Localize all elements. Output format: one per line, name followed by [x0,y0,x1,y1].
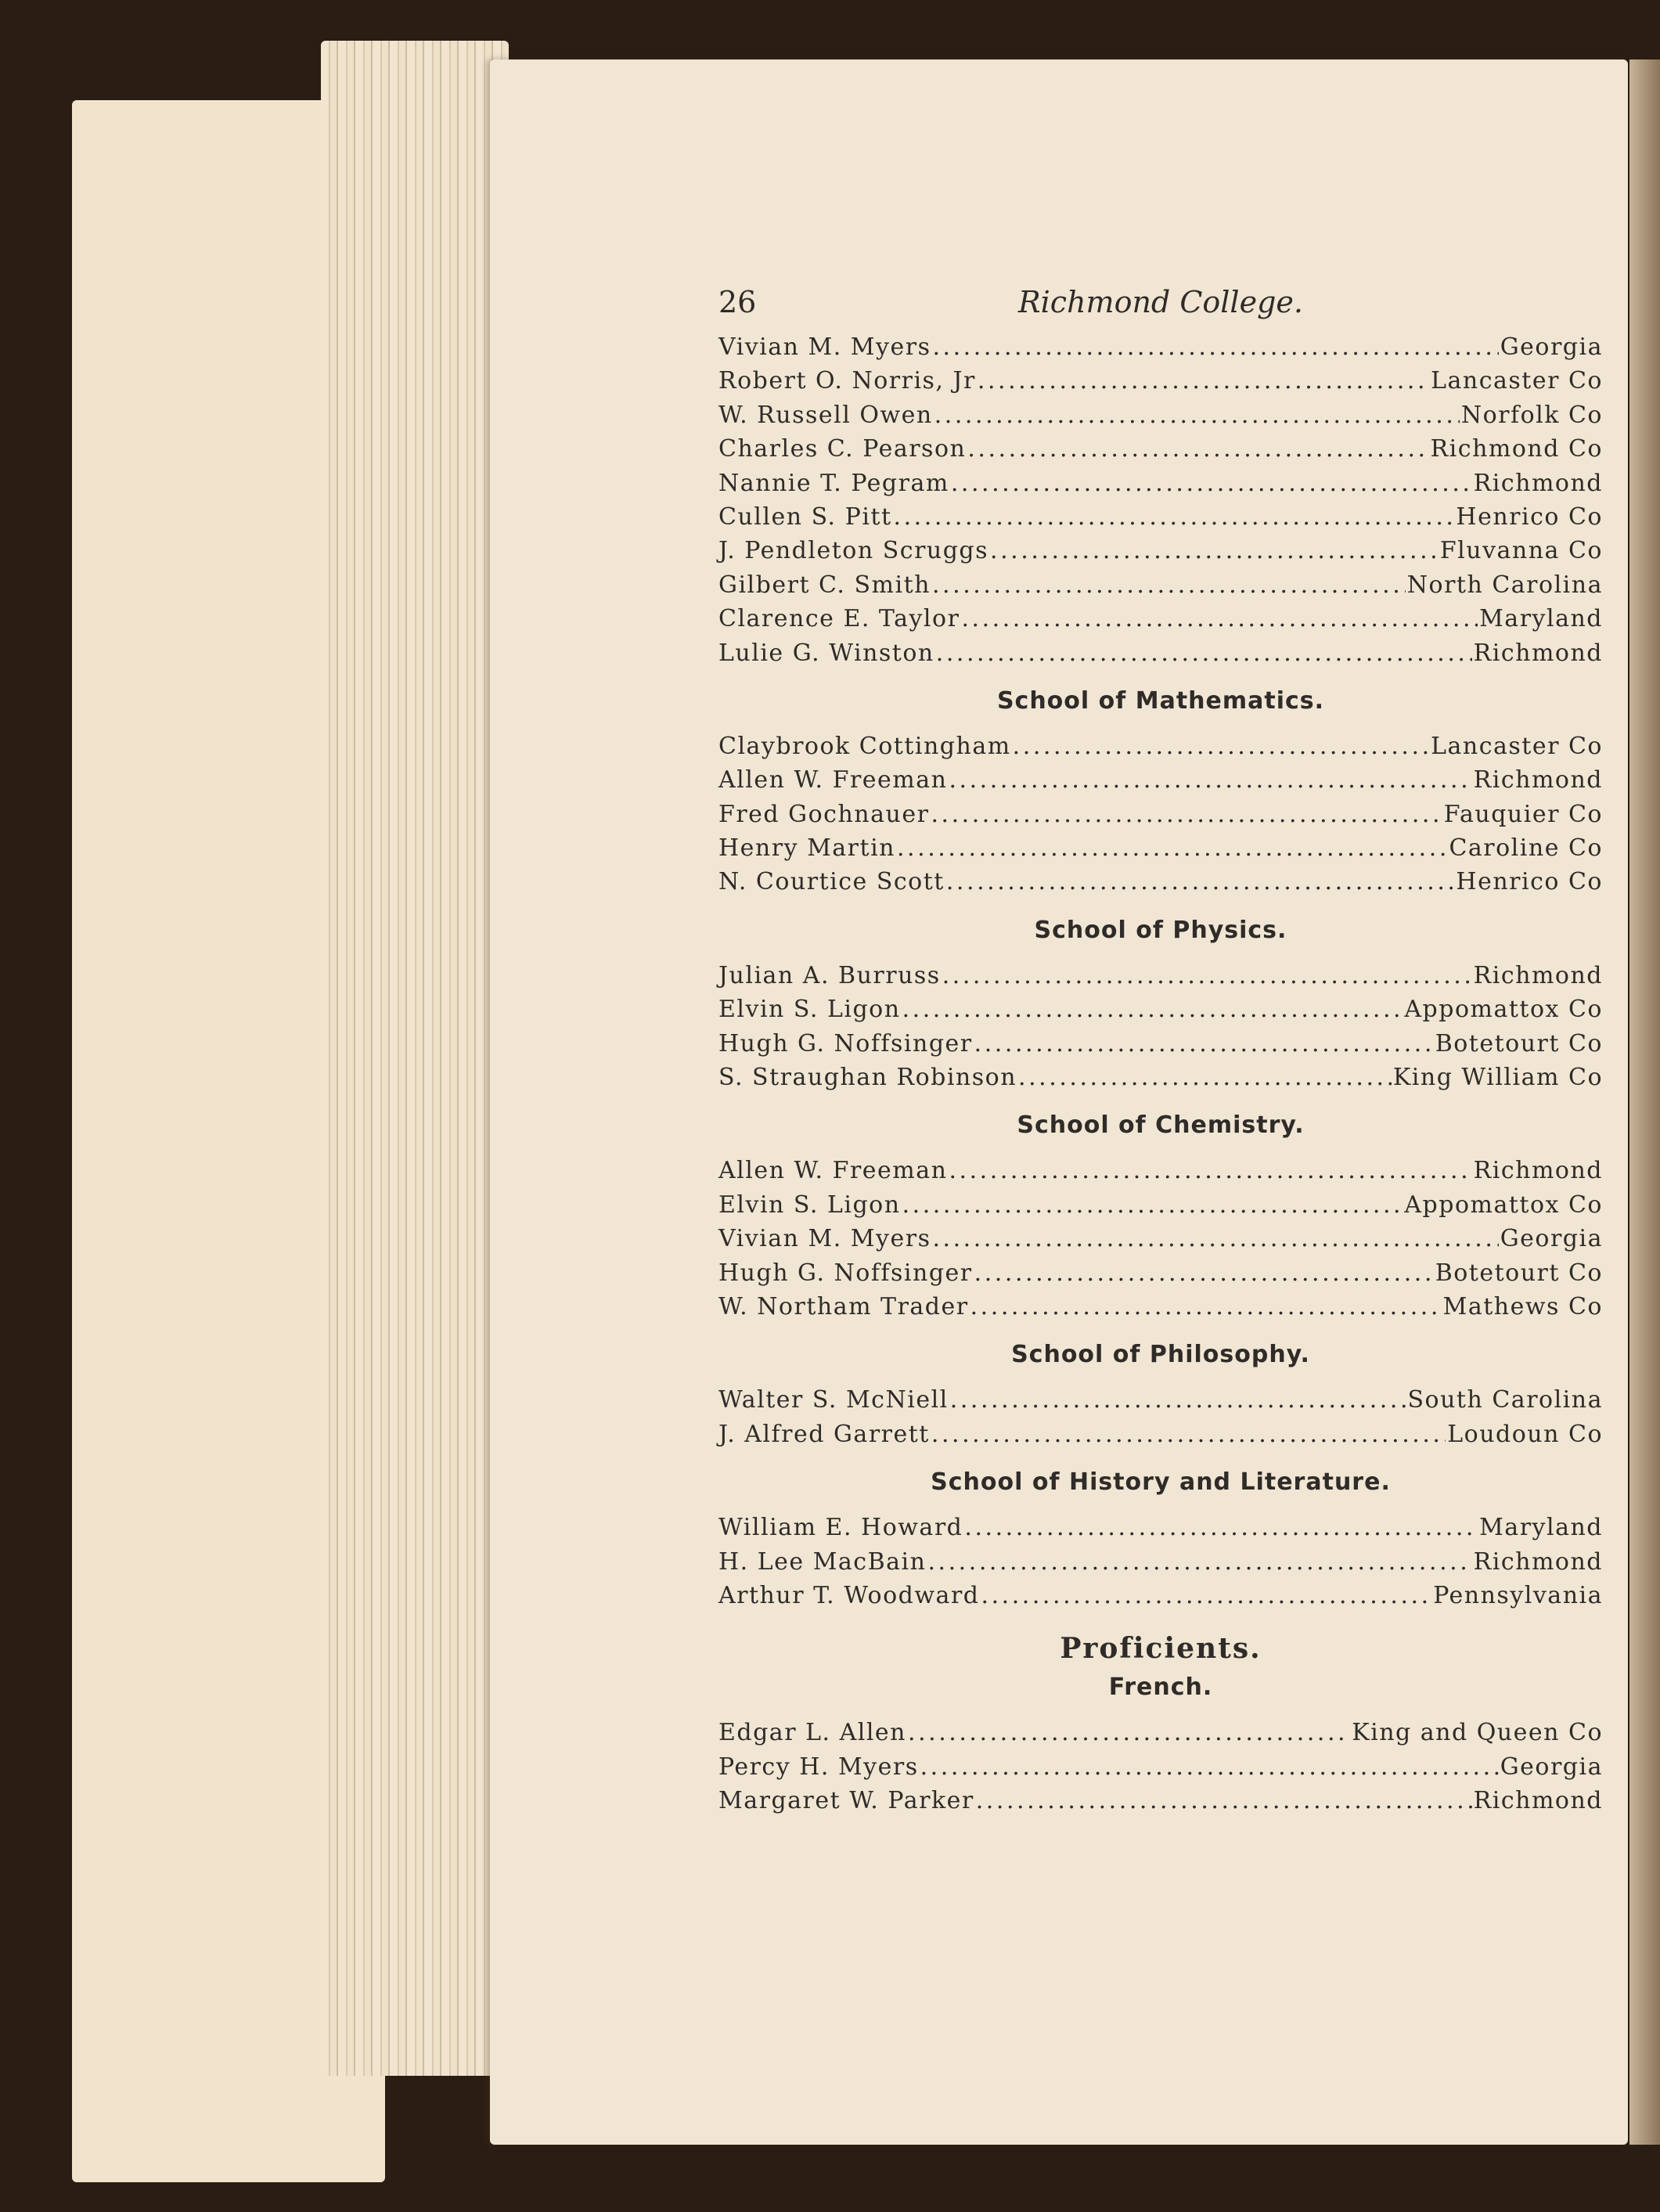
student-entry [718,1753,1603,1787]
book-spine [1629,59,1660,2145]
dot-leader [950,1386,1406,1414]
dot-leader [902,1191,1403,1219]
student-name: H. Lee MacBain [718,1547,927,1576]
student-entry [718,1225,1603,1259]
section-heading: School of Physics. [1034,916,1287,944]
dot-leader [908,1719,1350,1746]
student-entry [718,1293,1603,1327]
page-number: 26 [718,285,757,319]
student-home: Loudoun Co [1447,1420,1603,1448]
student-home: Mathews Co [1442,1292,1603,1320]
student-name: W. Northam Trader [718,1292,969,1320]
student-home: Richmond [1473,1157,1603,1185]
dot-leader [990,537,1439,564]
dot-leader [946,868,1455,895]
dot-leader [981,1582,1432,1609]
student-entry [718,1787,1603,1821]
student-entry [718,435,1603,469]
student-home: Richmond [1473,1547,1603,1576]
student-name: S. Straughan Robinson [718,1064,1017,1092]
student-entry [718,1191,1603,1225]
dot-leader [932,333,1498,361]
proficients-section [718,1630,1603,1821]
dot-leader [934,402,1460,429]
student-entry [718,571,1603,605]
student-name: Fred Gochnauer [718,800,930,828]
student-name: Hugh G. Noffsinger [718,1259,973,1287]
school-section [718,913,1603,1098]
student-entry [718,1259,1603,1293]
student-entry [718,503,1603,537]
student-home: Lancaster Co [1431,732,1603,760]
student-home: Richmond [1473,766,1603,794]
dot-leader [920,1753,1499,1781]
dot-leader [1018,1064,1392,1091]
student-entry [718,1386,1603,1420]
student-name: Arthur T. Woodward [718,1581,980,1609]
school-section [718,1465,1603,1616]
student-name: Clarence E. Taylor [718,605,960,633]
dot-leader [894,503,1455,531]
dot-leader [961,605,1478,632]
page-content [718,282,1603,1821]
student-entry [718,766,1603,800]
student-entry [718,537,1603,571]
dot-leader [974,1030,1434,1057]
sections [718,333,1603,1616]
student-home: Georgia [1500,333,1603,361]
dot-leader [951,470,1472,497]
dot-leader [897,834,1447,862]
student-entry [718,1548,1603,1582]
proficient-entries [718,1719,1603,1821]
dot-leader [1013,733,1429,760]
student-home: Richmond [1473,1787,1603,1815]
section-heading: School of Chemistry. [1017,1111,1305,1140]
student-name: J. Alfred Garrett [718,1420,930,1448]
student-home: Richmond [1473,469,1603,497]
student-entry [718,1514,1603,1547]
student-entry [718,834,1603,868]
dot-leader [978,367,1429,394]
student-home: Appomattox Co [1404,1191,1603,1219]
student-home: Botetourt Co [1435,1029,1603,1057]
student-entry [718,1421,1603,1454]
dot-leader [949,766,1471,794]
dot-leader [936,639,1472,667]
student-entry [718,402,1603,435]
section-heading: School of Philosophy. [1011,1341,1310,1369]
student-home: Norfolk Co [1460,401,1603,429]
student-home: Lancaster Co [1431,367,1603,395]
student-name: W. Russell Owen [718,401,933,429]
dot-leader [931,801,1442,828]
student-name: Margaret W. Parker [718,1787,974,1815]
student-entry [718,996,1603,1029]
student-name: Edgar L. Allen [718,1719,906,1747]
student-home: Georgia [1500,1753,1603,1781]
student-entry [718,1582,1603,1616]
student-name: N. Courtice Scott [718,868,945,896]
dot-leader [967,435,1428,463]
student-home: North Carolina [1406,571,1603,599]
page-edges [321,41,509,2076]
dot-leader [902,996,1403,1023]
student-home: Pennsylvania [1433,1581,1603,1609]
student-name: Henry Martin [718,834,895,863]
student-home: Maryland [1479,605,1603,633]
student-name: Claybrook Cottingham [718,732,1011,760]
dot-leader [931,1421,1446,1448]
student-entry [718,1064,1603,1097]
student-name: Gilbert C. Smith [718,571,931,599]
student-home: Richmond [1473,639,1603,667]
student-entry [718,367,1603,401]
student-name: Hugh G. Noffsinger [718,1029,973,1057]
student-entry [718,733,1603,766]
student-name: Percy H. Myers [718,1753,919,1781]
student-home: King William Co [1392,1064,1603,1092]
school-section [718,1108,1603,1327]
student-home: Georgia [1500,1225,1603,1253]
student-entry [718,639,1603,673]
student-home: Fluvanna Co [1439,537,1603,565]
school-section [718,684,1603,902]
student-name: Cullen S. Pitt [718,503,892,531]
student-home: Richmond [1473,961,1603,989]
student-home: Henrico Co [1456,868,1603,896]
student-name: Nannie T. Pegram [718,469,949,497]
dot-leader [976,1787,1472,1814]
student-name: Vivian M. Myers [718,333,931,361]
proficients-heading: Proficients. [1060,1632,1262,1666]
student-name: Elvin S. Ligon [718,1191,901,1219]
student-home: King and Queen Co [1352,1719,1603,1747]
french-heading: French. [1108,1673,1213,1702]
dot-leader [974,1259,1434,1287]
section-heading: School of History and Literature. [931,1468,1391,1497]
student-name: Elvin S. Ligon [718,996,901,1024]
student-home: Richmond Co [1430,435,1603,463]
dot-leader [932,571,1406,599]
dot-leader [949,1157,1471,1184]
student-name: Allen W. Freeman [718,766,948,794]
student-entry [718,801,1603,834]
student-home: Henrico Co [1456,503,1603,531]
student-name: Allen W. Freeman [718,1157,948,1185]
student-home: South Carolina [1407,1386,1603,1414]
student-home: Botetourt Co [1435,1259,1603,1287]
student-entry [718,1157,1603,1191]
student-entry [718,470,1603,503]
student-home: Maryland [1479,1514,1603,1542]
student-home: Appomattox Co [1404,996,1603,1024]
student-entry [718,962,1603,996]
dot-leader [942,962,1472,989]
student-home: Fauquier Co [1443,800,1603,828]
student-entry [718,868,1603,902]
dot-leader [970,1293,1442,1320]
running-title: Richmond College. [1018,285,1303,319]
student-name: Vivian M. Myers [718,1225,931,1253]
school-section [718,333,1603,673]
student-home: Caroline Co [1449,834,1603,863]
student-entry [718,1030,1603,1064]
student-name: Robert O. Norris, Jr [718,367,976,395]
page-header [718,282,1603,333]
school-section [718,1338,1603,1454]
student-name: J. Pendleton Scruggs [718,537,989,565]
dot-leader [932,1225,1498,1252]
student-name: Walter S. McNiell [718,1386,949,1414]
student-name: William E. Howard [718,1514,963,1542]
student-name: Charles C. Pearson [718,435,967,463]
dot-leader [964,1514,1478,1541]
student-entry [718,605,1603,639]
student-name: Julian A. Burruss [718,961,941,989]
dot-leader [927,1548,1471,1576]
section-heading: School of Mathematics. [996,686,1325,715]
student-name: Lulie G. Winston [718,639,934,667]
student-entry [718,333,1603,367]
student-entry [718,1719,1603,1753]
